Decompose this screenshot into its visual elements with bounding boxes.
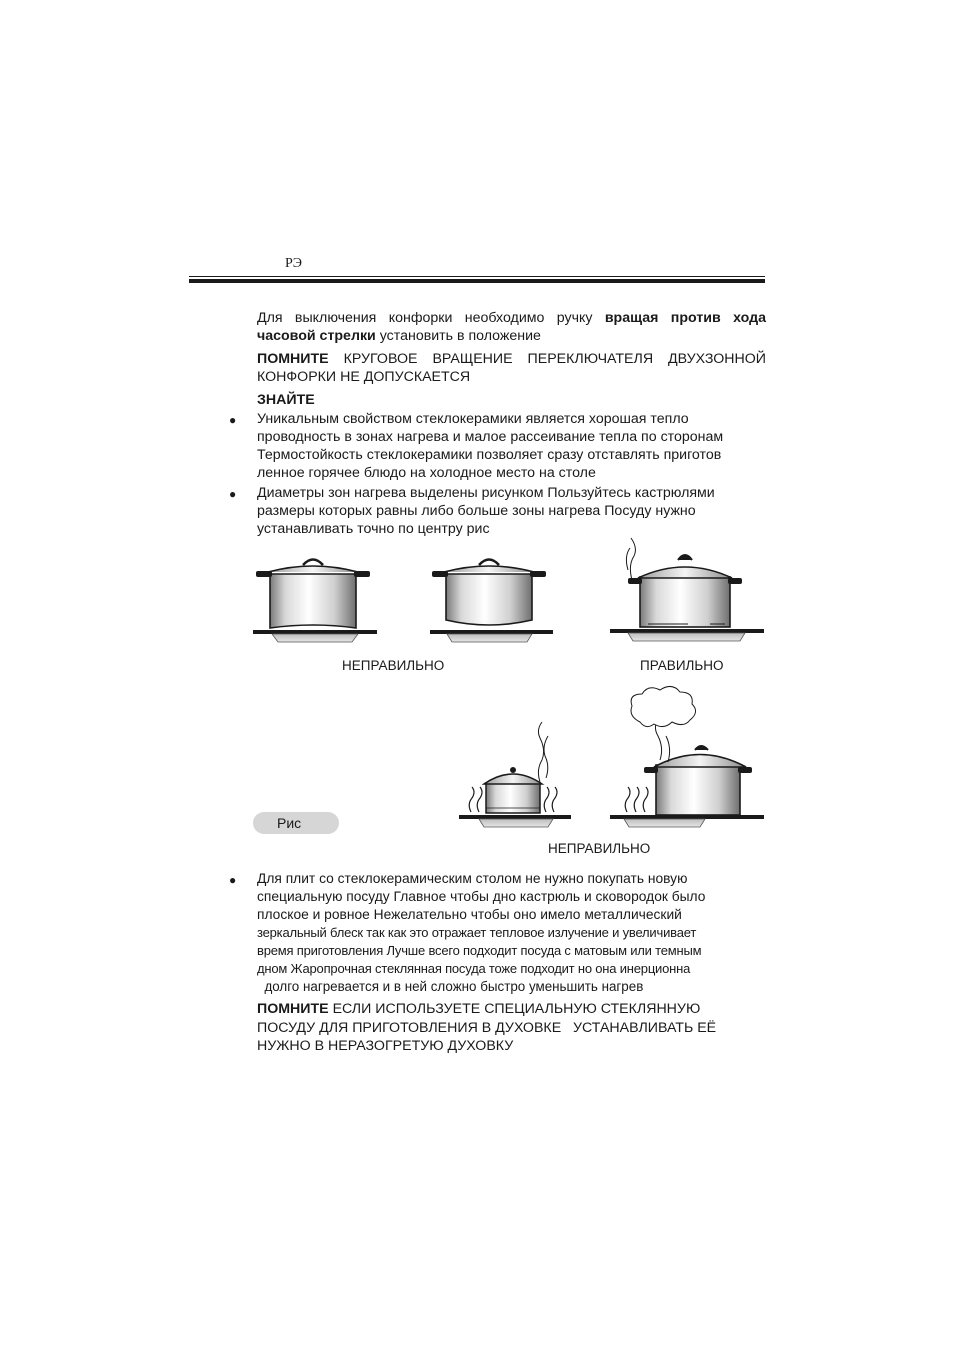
remember-2-line-text: ЕСЛИ ИСПОЛЬЗУЕТЕ СПЕЦИАЛЬНУЮ СТЕКЛЯННУЮ: [328, 1001, 701, 1017]
bullet-1-line: Термостойкость стеклокерамики позволяет сразу отставлять приготов: [257, 447, 722, 463]
bullet-3-line: Для плит со стеклокерамическим столом не нужно покупать новую: [257, 871, 688, 886]
bullet-2-line: Диаметры зон нагрева выделены рисунком Пользуйтесь кастрюлями: [257, 485, 715, 501]
intro-text-after: установить в положение: [375, 328, 541, 344]
bullet-3-line: время приготовления Лучше всего подходит посуда с матовым или темным: [257, 943, 702, 958]
bullet-3-line: дном Жаропрочная стеклянная посуда тоже подходит но она инерционна: [257, 961, 691, 976]
pot-convex-bottom: [430, 560, 553, 643]
pot-correct: [610, 538, 764, 641]
remember-2-line: ПОСУДУ ДЛЯ ПРИГОТОВЛЕНИЯ В ДУХОВКЕ УСТАНАВЛИВАТЬ ЕЁ: [257, 1019, 717, 1036]
bullet-1-line: Уникальным свойством стеклокерамики является хорошая тепло: [257, 411, 689, 427]
bullet-3-line: специальную посуду Главное чтобы дно кастрюль и сковородок было: [257, 889, 706, 904]
bullet-1-line: проводность в зонах нагрева и малое рассеивание тепла по сторонам: [257, 429, 724, 445]
intro-bold: вращая против хода часовой стрелки: [257, 310, 767, 344]
intro-text-before: Для выключения конфорки необходимо ручку: [257, 310, 605, 326]
bullet-2-line: размеры которых равны либо больше зоны нагрева Посуду нужно: [257, 503, 696, 519]
bullet-3-line: зеркальный блеск так как это отражает тепловое излучение и увеличивает: [257, 925, 697, 940]
document-code: РЭ: [285, 256, 303, 271]
remember-2-line: [257, 1000, 766, 1019]
bullet-3-line: плоское и ровное Нежелательно чтобы оно имело металлический: [257, 907, 682, 922]
remember-text-1: КРУГОВОЕ ВРАЩЕНИЕ ПЕРЕКЛЮЧАТЕЛЯ ДВУХЗОННОЙ КОНФОРКИ НЕ ДОПУСКАЕТСЯ: [257, 351, 766, 385]
remember-label-2: ПОМНИТЕ: [257, 1001, 329, 1017]
label-wrong-top: НЕПРАВИЛЬНО: [342, 658, 445, 673]
remember-label-1: ПОМНИТЕ: [257, 351, 329, 367]
label-wrong-bottom: НЕПРАВИЛЬНО: [548, 841, 651, 856]
bullet-1-line: ленное горячее блюдо на холодное место на столе: [257, 465, 596, 481]
bullet-dot-3: ●: [229, 873, 237, 887]
remember-2-line: НУЖНО В НЕРАЗОГРЕТУЮ ДУХОВКУ: [257, 1038, 514, 1054]
pot-off-center: [610, 686, 764, 827]
pot-concave-bottom: [253, 560, 377, 643]
bullet-2-line: устанавливать точно по центру рис: [257, 521, 490, 537]
bullet-dot-2: ●: [229, 487, 237, 501]
bullet-3-line: долго нагревается и в ней сложно быстро уменьшить нагрев: [257, 979, 644, 994]
remember-note-2: [257, 1000, 766, 1056]
pot-too-small: [459, 722, 571, 827]
label-right: ПРАВИЛЬНО: [640, 658, 724, 673]
bullet-paragraph-3: [257, 870, 766, 996]
figure-caption: Рис: [253, 812, 339, 834]
know-label: ЗНАЙТЕ: [257, 392, 315, 408]
bullet-dot-1: ●: [229, 413, 237, 427]
